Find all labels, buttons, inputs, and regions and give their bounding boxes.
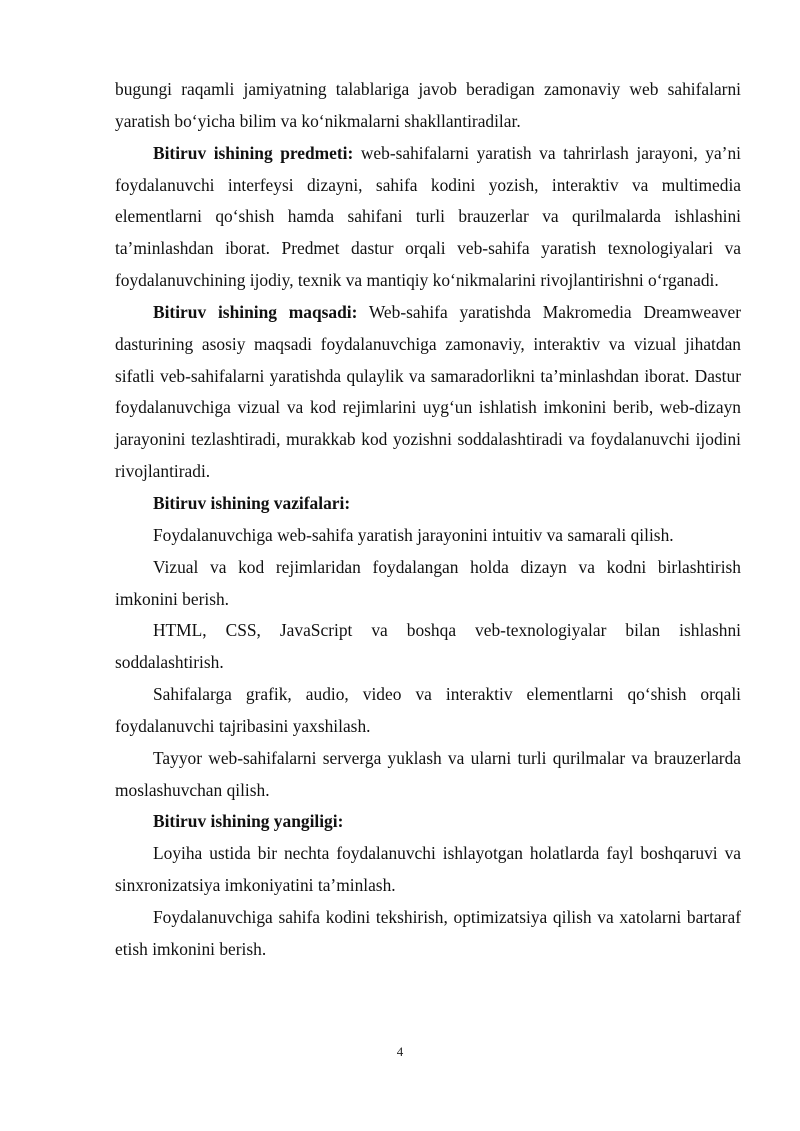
paragraph-intro: bugungi raqamli jamiyatning talablariga javob beradigan zamonaviy web sahifalarni yaratish bo‘yicha bilim va ko‘nikmalarni shakllantiradilar. <box>115 79 741 131</box>
tasks-heading: Bitiruv ishining vazifalari: <box>153 492 351 513</box>
task-item: HTML, CSS, JavaScript va boshqa veb-texnologiyalar bilan ishlashni soddalashtirish. <box>115 620 741 673</box>
goal-text: Web-sahifa yaratishda Makromedia Dreamweaver dasturining asosiy maqsadi foydalanuvchiga zamonaviy, interaktiv va vizual jihatdan sifatli veb-sahifalarni yaratishda qulaylik va samaradorlikni ta’minlashdan iborat. Dastur foydalanuvchiga vizual va kod rejimlarini uyg‘un ishlatish imkonini berib, web-dizayn jarayonini tezlashtiradi, murakkab kod yozishni soddalashtiradi va foydalanuvchi ijodini rivojlantiradi. <box>115 301 741 482</box>
subject-heading: Bitiruv ishining predmeti: <box>153 142 354 163</box>
paragraph-goal <box>115 297 741 488</box>
paragraph-subject <box>115 138 741 297</box>
goal-heading: Bitiruv ishining maqsadi: <box>153 301 358 322</box>
page-number: 4 <box>396 1044 404 1059</box>
novelty-item: Foydalanuvchiga sahifa kodini tekshirish, optimizatsiya qilish va xatolarni bartaraf etish imkonini berish. <box>115 906 741 959</box>
task-item: Foydalanuvchiga web-sahifa yaratish jarayonini intuitiv va samarali qilish. <box>153 524 674 545</box>
subject-text: web-sahifalarni yaratish va tahrirlash jarayoni, ya’ni foydalanuvchi interfeysi dizayni, sahifa kodini yozish, interaktiv va multimedia elementlarni qo‘shish hamda sahifani turli brauzerlar va qurilmalarda ishlashini ta’minlashdan iborat. Predmet dastur orqali veb-sahifa yaratish texnologiyalari va foydalanuvchining ijodiy, texnik va mantiqiy ko‘nikmalarini rivojlantirishni o‘rganadi. <box>115 142 741 291</box>
novelty-heading: Bitiruv ishining yangiligi: <box>153 811 344 832</box>
task-item: Vizual va kod rejimlaridan foydalangan holda dizayn va kodni birlashtirish imkonini berish. <box>115 556 741 609</box>
task-item: Tayyor web-sahifalarni serverga yuklash va ularni turli qurilmalar va brauzerlarda moslashuvchan qilish. <box>115 747 741 800</box>
document-page <box>115 74 741 966</box>
novelty-item: Loyiha ustida bir nechta foydalanuvchi ishlayotgan holatlarda fayl boshqaruvi va sinxronizatsiya imkoniyatini ta’minlash. <box>115 843 741 896</box>
task-item: Sahifalarga grafik, audio, video va interaktiv elementlarni qo‘shish orqali foydalanuvchi tajribasini yaxshilash. <box>115 684 741 736</box>
